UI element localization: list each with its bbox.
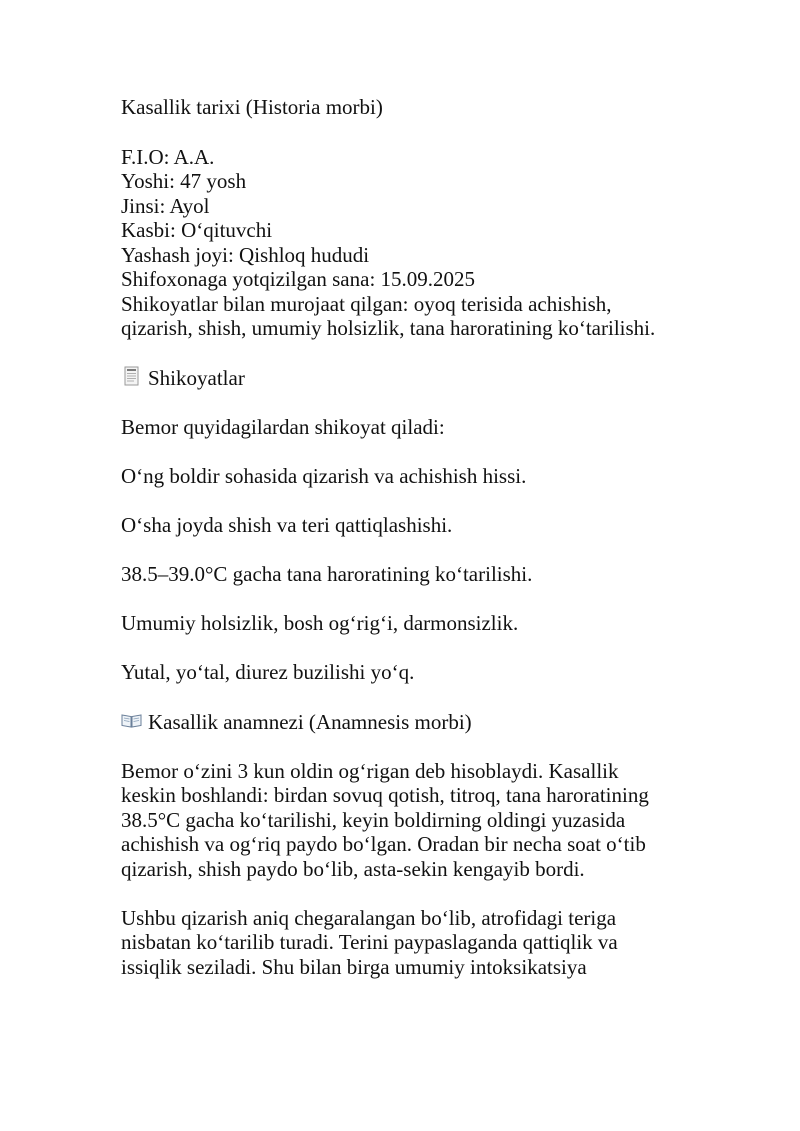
- anamnesis-line: Bemor o‘zini 3 kun oldin og‘rigan deb hisoblaydi. Kasallik: [121, 758, 619, 783]
- document-icon: [121, 366, 142, 387]
- anamnesis-heading-text: Kasallik anamnezi (Anamnesis morbi): [148, 709, 472, 734]
- presenting-complaint-line2: qizarish, shish, umumiy holsizlik, tana haroratining ko‘tarilishi.: [121, 316, 656, 340]
- anamnesis-line: 38.5°C gacha ko‘tarilishi, keyin boldirning oldingi yuzasida: [121, 807, 626, 832]
- patient-age: Yoshi: 47 yosh: [121, 169, 247, 193]
- document-body: [121, 95, 721, 979]
- complaint-item: O‘sha joyda shish va teri qattiqlashishi.: [121, 513, 453, 537]
- anamnesis-heading: [121, 710, 721, 735]
- complaint-item: Umumiy holsizlik, bosh og‘rig‘i, darmonsizlik.: [121, 611, 519, 635]
- anamnesis-paragraph-2: [121, 906, 721, 980]
- patient-info: [121, 145, 721, 341]
- complaint-item: Yutal, yo‘tal, diurez buzilishi yo‘q.: [121, 660, 415, 684]
- complaint-item: 38.5–39.0°C gacha tana haroratining ko‘tarilishi.: [121, 562, 533, 586]
- complaints-intro: Bemor quyidagilardan shikoyat qiladi:: [121, 415, 445, 439]
- patient-occupation: Kasbi: O‘qituvchi: [121, 218, 273, 242]
- anamnesis-line: nisbatan ko‘tarilib turadi. Terini paypaslaganda qattiqlik va: [121, 930, 618, 954]
- open-book-icon: [121, 710, 142, 731]
- anamnesis-paragraph-1: [121, 759, 721, 882]
- anamnesis-line: keskin boshlandi: birdan sovuq qotish, titroq, tana haroratining: [121, 783, 649, 807]
- anamnesis-line: issiqlik seziladi. Shu bilan birga umumiy intoksikatsiya: [121, 954, 587, 979]
- complaints-list: [121, 464, 721, 685]
- patient-name: F.I.O: A.A.: [121, 144, 215, 169]
- anamnesis-line: Ushbu qizarish aniq chegaralangan bo‘lib, atrofidagi teriga: [121, 905, 617, 930]
- complaint-item: O‘ng boldir sohasida qizarish va achishish hissi.: [121, 464, 527, 488]
- patient-residence: Yashash joyi: Qishloq hududi: [121, 242, 370, 267]
- anamnesis-line: qizarish, shish paydo bo‘lib, asta-sekin kengayib bordi.: [121, 856, 585, 881]
- admission-date: Shifoxonaga yotqizilgan sana: 15.09.2025: [121, 267, 476, 291]
- presenting-complaint-line1: Shikoyatlar bilan murojaat qilgan: oyoq terisida achishish,: [121, 291, 612, 316]
- anamnesis-line: achishish va og‘riq paydo bo‘lgan. Oradan bir necha soat o‘tib: [121, 832, 646, 856]
- complaints-heading: [121, 366, 721, 391]
- document-title: Kasallik tarixi (Historia morbi): [121, 95, 383, 119]
- patient-sex: Jinsi: Ayol: [121, 193, 210, 218]
- complaints-heading-text: Shikoyatlar: [148, 365, 245, 390]
